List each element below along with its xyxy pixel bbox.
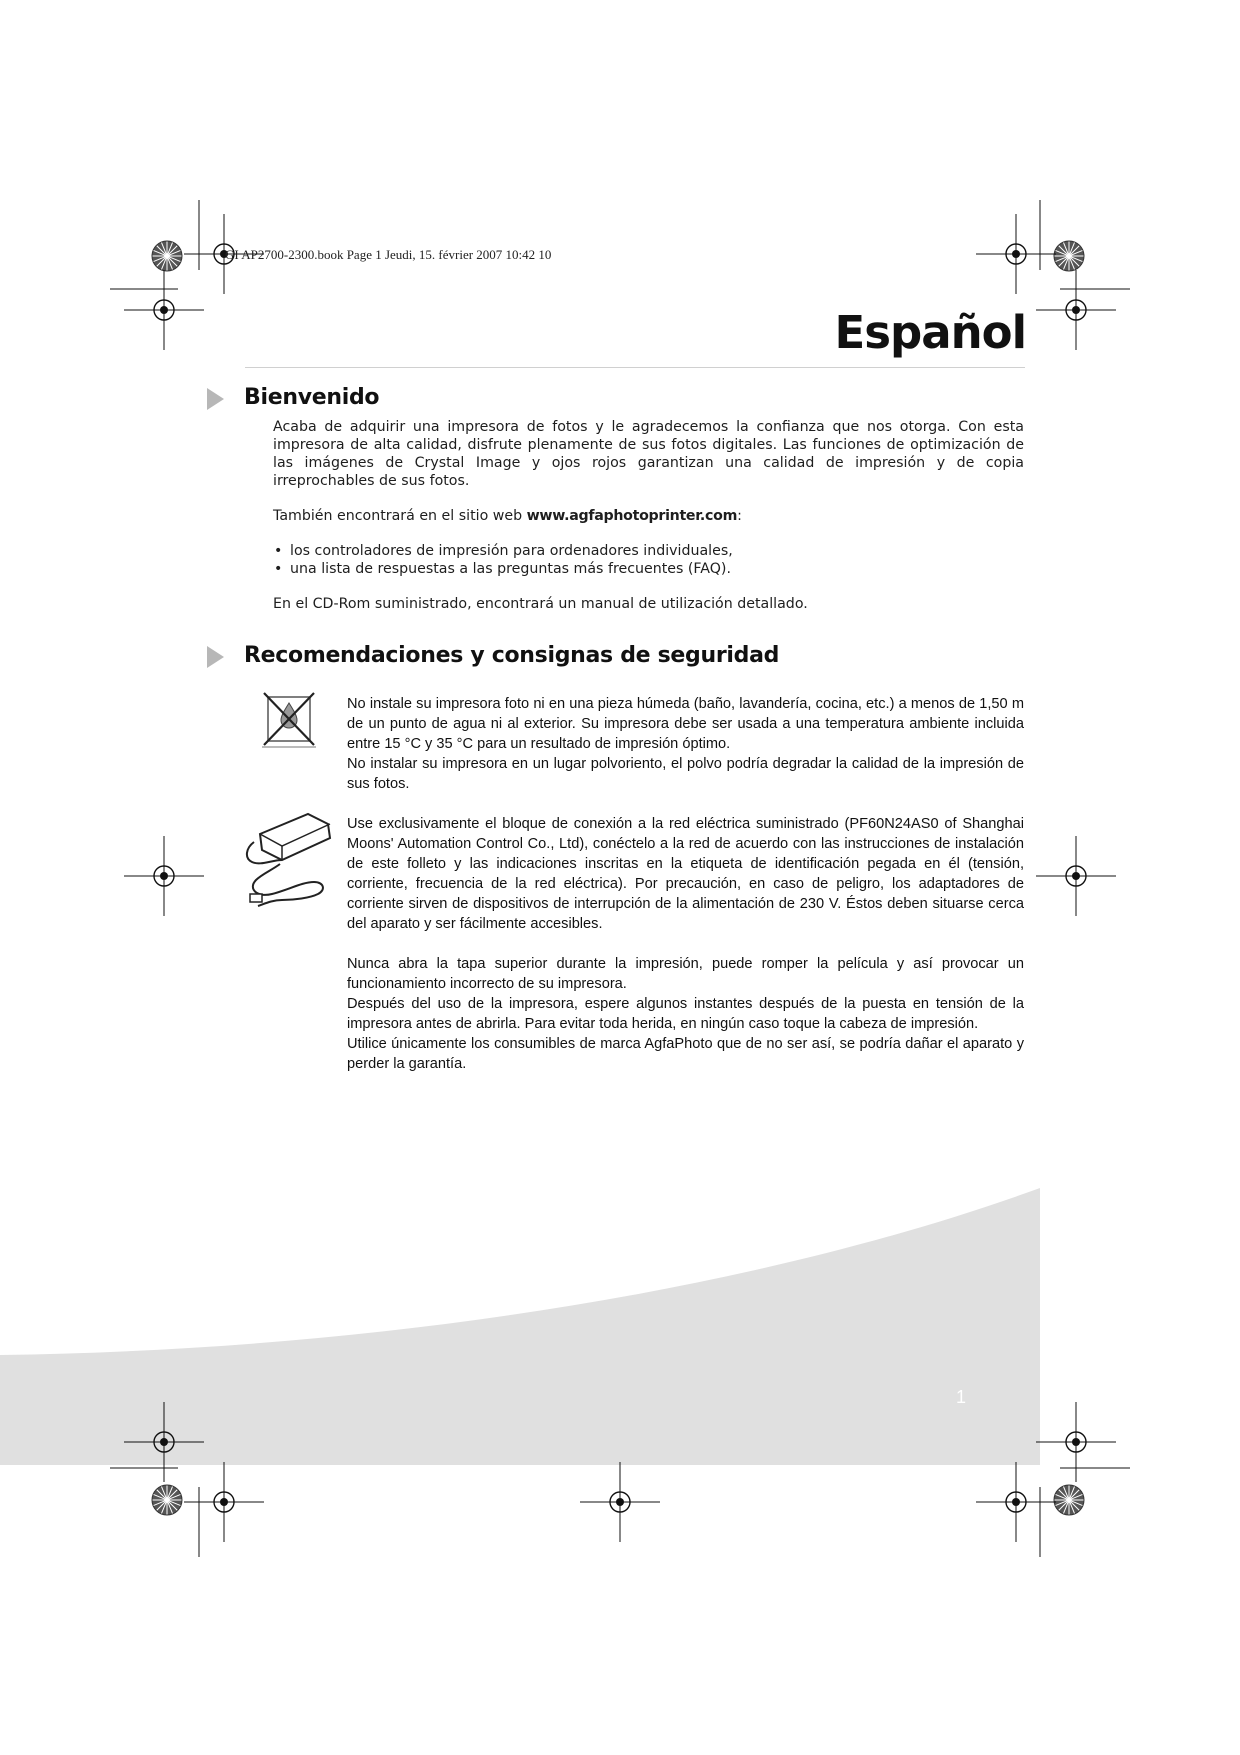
welcome-heading: Bienvenido: [244, 385, 380, 410]
resource-list: [273, 542, 1024, 578]
cover-warning: Nunca abra la tapa superior durante la impresión, puede romper la película y así provocar un funcionamiento incorrecto de su impresora.: [347, 956, 1024, 992]
list-item: • una lista de respuestas a las preguntas más frecuentes (FAQ).: [273, 560, 1024, 578]
cdrom-note: En el CD-Rom suministrado, encontrará un manual de utilización detallado.: [273, 596, 808, 612]
dust-warning: No instalar su impresora en un lugar polvoriento, el polvo podría degradar la calidad de la impresión de sus fotos.: [347, 756, 1024, 792]
no-water-icon: [258, 689, 320, 751]
section-arrow-icon: [207, 388, 224, 410]
page-number: 1: [956, 1387, 967, 1407]
safety-heading: Recomendaciones y consignas de seguridad: [244, 643, 780, 668]
language-title: Español: [834, 306, 1026, 359]
humidity-warning: No instale su impresora foto ni en una pieza húmeda (baño, lavandería, cocina, etc.) a menos de 1,50 m de un punto de agua ni al exterior. Su impresora debe ser usada a una temperatura ambiente incluida entre 15 °C y 35 °C para un resultado de impresión óptimo.: [347, 696, 1024, 752]
section-arrow-icon: [207, 646, 224, 668]
print-head-warning: Después del uso de la impresora, espere algunos instantes después de la puesta en tensión de la impresora antes de abrirla. Para evitar toda herida, en ningún caso toque la cabeza de impresión.: [347, 996, 1024, 1032]
website-suffix: :: [737, 508, 742, 524]
welcome-intro: Acaba de adquirir una impresora de fotos y le agradecemos la confianza que nos otorga. Con esta impresora de alta calidad, disfrute plenamente de sus fotos digitales. Las funciones de optimización de las imágenes de Crystal Image y ojos rojos garantizan una calidad de impresión y de copia irreprochables de sus fotos.: [273, 419, 1024, 489]
safety-body: [347, 694, 1024, 1074]
consumables-warning: Utilice únicamente los consumibles de marca AgfaPhoto que de no ser así, se podría dañar el aparato y perder la garantía.: [347, 1036, 1024, 1072]
website-prefix: También encontrará en el sitio web: [273, 508, 527, 524]
file-info-line: GI AP2700-2300.book Page 1 Jeudi, 15. février 2007 10:42 10: [225, 247, 552, 262]
website-line: [273, 507, 1024, 525]
title-rule: [245, 367, 1025, 368]
website-link[interactable]: www.agfaphotoprinter.com: [526, 508, 738, 524]
list-item: • los controladores de impresión para ordenadores individuales,: [273, 542, 1024, 560]
welcome-body: [273, 418, 1024, 613]
power-adapter-icon: [242, 808, 334, 908]
power-warning: Use exclusivamente el bloque de conexión a la red eléctrica suministrado (PF60N24AS0 of Shanghai Moons' Automation Control Co., Ltd), conéctelo a la red de acuerdo con las instrucciones de instalación de este folleto y las indicaciones inscritas en la etiqueta de identificación pegada en él (tensión, corriente, frecuencia de la red eléctrica). Por precaución, en caso de peligro, los adaptadores de corriente sirven de dispositivos de interrupción de la alimentación de 230 V. Éstos deben situarse cerca del aparato y ser fácilmente accesibles.: [347, 816, 1024, 932]
